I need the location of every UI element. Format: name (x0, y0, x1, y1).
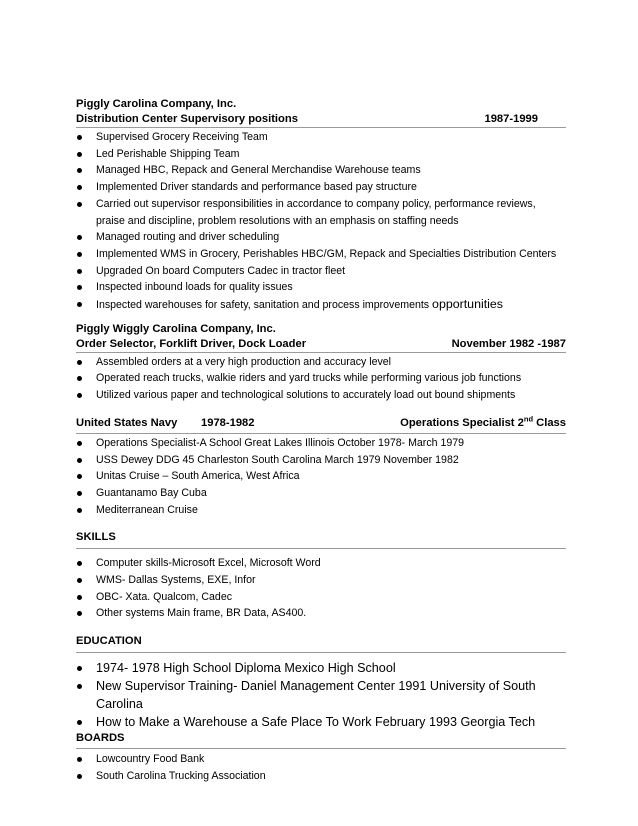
resume-page (76, 97, 566, 785)
list-item: Other systems Main frame, BR Data, AS400. (76, 605, 566, 622)
bullet-icon (77, 252, 82, 257)
bullet-icon (77, 285, 82, 290)
navy-years: 1978-1982 (201, 416, 255, 429)
list-item-continuation: praise and discipline, problem resolutions with an emphasis on staffing needs (96, 214, 459, 227)
list-item: Operated reach trucks, walkie riders and yard trucks while performing various job functions (76, 370, 566, 387)
list-item: New Supervisor Training- Daniel Management Center 1991 University of South Carolina (76, 677, 566, 713)
job1-bullet-list (76, 129, 566, 314)
bullet-icon (77, 376, 82, 381)
bullet-icon (77, 168, 82, 173)
education-heading: EDUCATION (76, 635, 142, 648)
navy-rank: Operations Specialist 2nd Class (400, 414, 566, 429)
list-item: Utilized various paper and technological solutions to accurately load out bound shipments (76, 387, 566, 404)
bullet-icon (77, 269, 82, 274)
bullet-icon (77, 595, 82, 600)
bullet-icon (77, 611, 82, 616)
bullet-icon (77, 666, 82, 671)
boards-bullet-list (76, 751, 566, 784)
bullet-icon (77, 458, 82, 463)
job2-divider (76, 352, 566, 353)
skills-heading: SKILLS (76, 531, 116, 544)
list-item: Supervised Grocery Receiving Team (76, 129, 566, 146)
navy-header (76, 416, 566, 431)
list-item: Computer skills-Microsoft Excel, Microsoft Word (76, 555, 566, 572)
job2-bullet-list (76, 354, 566, 404)
list-item: How to Make a Warehouse a Safe Place To Work February 1993 Georgia Tech (76, 713, 566, 731)
job1-title: Distribution Center Supervisory positions (76, 113, 298, 125)
bullet-icon (77, 684, 82, 689)
list-item: WMS- Dallas Systems, EXE, Infor (76, 572, 566, 589)
education-divider (76, 652, 566, 653)
list-item: Lowcountry Food Bank (76, 751, 566, 768)
bullet-icon (77, 774, 82, 779)
job2-title: Order Selector, Forklift Driver, Dock Loader (76, 337, 307, 350)
bullet-icon (77, 441, 82, 446)
list-item: Managed routing and driver scheduling (76, 229, 566, 246)
bullet-icon (77, 152, 82, 157)
bullet-icon (77, 235, 82, 240)
list-item: OBC- Xata. Qualcom, Cadec (76, 589, 566, 606)
list-item: Operations Specialist-A School Great Lakes Illinois October 1978- March 1979 (76, 435, 566, 452)
job2-company: Piggly Wiggly Carolina Company, Inc. (76, 322, 276, 335)
bullet-icon (77, 202, 82, 207)
bullet-icon (77, 302, 82, 307)
bullet-icon (77, 720, 82, 725)
list-item: USS Dewey DDG 45 Charleston South Carolina March 1979 November 1982 (76, 452, 566, 469)
job1-header (76, 112, 566, 127)
job2-years: November 1982 -1987 (451, 337, 566, 350)
navy-divider (76, 433, 566, 434)
skills-bullet-list (76, 555, 566, 622)
list-item: Led Perishable Shipping Team (76, 146, 566, 163)
job2-header (76, 337, 566, 352)
list-item: Mediterranean Cruise (76, 502, 566, 519)
list-item: South Carolina Trucking Association (76, 768, 566, 785)
bullet-icon (77, 491, 82, 496)
bullet-icon (77, 135, 82, 140)
list-item: Implemented WMS in Grocery, Perishables HBC/GM, Repack and Specialties Distribution Centers (76, 246, 566, 263)
bullet-icon (77, 474, 82, 479)
boards-divider (76, 748, 566, 749)
list-item: Assembled orders at a very high production and accuracy level (76, 354, 566, 371)
bullet-icon (77, 757, 82, 762)
job1-years: 1987-1999 (484, 113, 538, 125)
bullet-icon (77, 393, 82, 398)
skills-divider (76, 548, 566, 549)
rank-superscript: nd (523, 414, 534, 424)
list-item: Inspected warehouses for safety, sanitation and process improvements opportunities (76, 296, 566, 314)
job1-divider (76, 127, 566, 128)
job1-company: Piggly Carolina Company, Inc. (76, 98, 237, 110)
bullet-icon (77, 578, 82, 583)
bullet-icon (77, 185, 82, 190)
list-item: Inspected inbound loads for quality issues (76, 279, 566, 296)
navy-org: United States Navy (76, 416, 178, 429)
list-item: Guantanamo Bay Cuba (76, 485, 566, 502)
bullet-icon (77, 508, 82, 513)
list-item: Upgraded On board Computers Cadec in tractor fleet (76, 263, 566, 280)
list-item: Implemented Driver standards and performance based pay structure (76, 179, 566, 196)
list-item: 1974- 1978 High School Diploma Mexico High School (76, 659, 566, 677)
list-item: Unitas Cruise – South America, West Africa (76, 468, 566, 485)
bullet-icon (77, 360, 82, 365)
list-item: Managed HBC, Repack and General Merchandise Warehouse teams (76, 162, 566, 179)
list-item: Carried out supervisor responsibilities in accordance to company policy, performance reviews, praise and discipline, problem resolutions with an emphasis on staffing needs (76, 196, 566, 229)
bullet-icon (77, 561, 82, 566)
emphasis-word: opportunities (432, 297, 503, 312)
boards-heading: BOARDS (76, 732, 125, 745)
education-bullet-list (76, 659, 566, 731)
navy-bullet-list (76, 435, 566, 519)
